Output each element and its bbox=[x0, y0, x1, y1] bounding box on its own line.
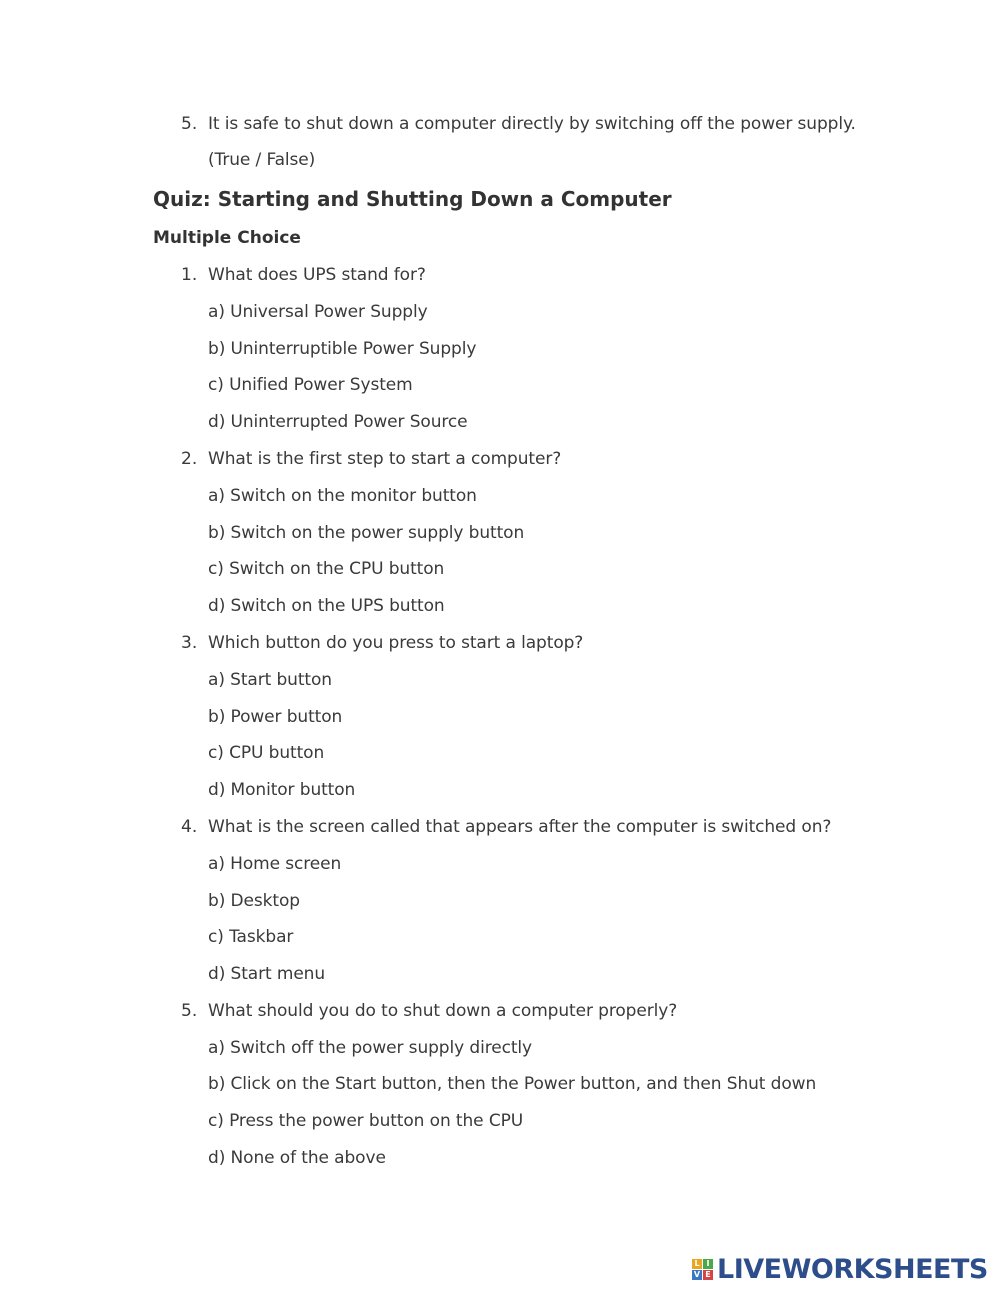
badge-letter: V bbox=[693, 1269, 701, 1279]
answer-option: b) Uninterruptible Power Supply bbox=[208, 339, 477, 359]
question-text: What is the screen called that appears after the computer is switched on? bbox=[208, 817, 832, 837]
liveworksheets-logo bbox=[692, 1254, 988, 1284]
question-text: What should you do to shut down a computer properly? bbox=[208, 1001, 678, 1021]
question-number: 3. bbox=[181, 633, 198, 653]
answer-option: c) Switch on the CPU button bbox=[208, 559, 445, 579]
live-badge-icon bbox=[692, 1259, 713, 1280]
answer-option: a) Switch off the power supply directly bbox=[208, 1038, 532, 1058]
answer-option: d) None of the above bbox=[208, 1148, 386, 1168]
answer-option: a) Switch on the monitor button bbox=[208, 486, 477, 506]
answer-option: a) Universal Power Supply bbox=[208, 302, 428, 322]
answer-option: d) Start menu bbox=[208, 964, 326, 984]
answer-option: c) Press the power button on the CPU bbox=[208, 1111, 524, 1131]
answer-option: c) Unified Power System bbox=[208, 375, 413, 395]
question-number: 2. bbox=[181, 449, 198, 469]
badge-letter: I bbox=[703, 1259, 713, 1269]
pre-item-answer-hint: (True / False) bbox=[208, 150, 316, 170]
answer-option: b) Desktop bbox=[208, 891, 300, 911]
answer-option: a) Home screen bbox=[208, 854, 342, 874]
answer-option: b) Switch on the power supply button bbox=[208, 523, 525, 543]
question-number: 4. bbox=[181, 817, 198, 837]
answer-option: c) CPU button bbox=[208, 743, 325, 763]
pre-item-text: It is safe to shut down a computer directly by switching off the power supply. bbox=[208, 114, 856, 134]
badge-letter: L bbox=[692, 1259, 702, 1269]
answer-option: c) Taskbar bbox=[208, 927, 294, 947]
answer-option: d) Uninterrupted Power Source bbox=[208, 412, 468, 432]
answer-option: a) Start button bbox=[208, 670, 332, 690]
badge-letter: E bbox=[703, 1270, 713, 1280]
question-text: What is the first step to start a computer? bbox=[208, 449, 562, 469]
question-text: Which button do you press to start a laptop? bbox=[208, 633, 584, 653]
answer-option: d) Switch on the UPS button bbox=[208, 596, 445, 616]
question-text: What does UPS stand for? bbox=[208, 265, 426, 285]
answer-option: d) Monitor button bbox=[208, 780, 356, 800]
question-number: 5. bbox=[181, 1001, 198, 1021]
quiz-title: Quiz: Starting and Shutting Down a Computer bbox=[153, 187, 672, 211]
answer-option: b) Power button bbox=[208, 707, 343, 727]
brand-name: LIVEWORKSHEETS bbox=[717, 1253, 988, 1285]
pre-item-number: 5. bbox=[181, 114, 198, 134]
question-number: 1. bbox=[181, 265, 198, 285]
answer-option: b) Click on the Start button, then the Power button, and then Shut down bbox=[208, 1074, 817, 1094]
section-title: Multiple Choice bbox=[153, 228, 301, 248]
